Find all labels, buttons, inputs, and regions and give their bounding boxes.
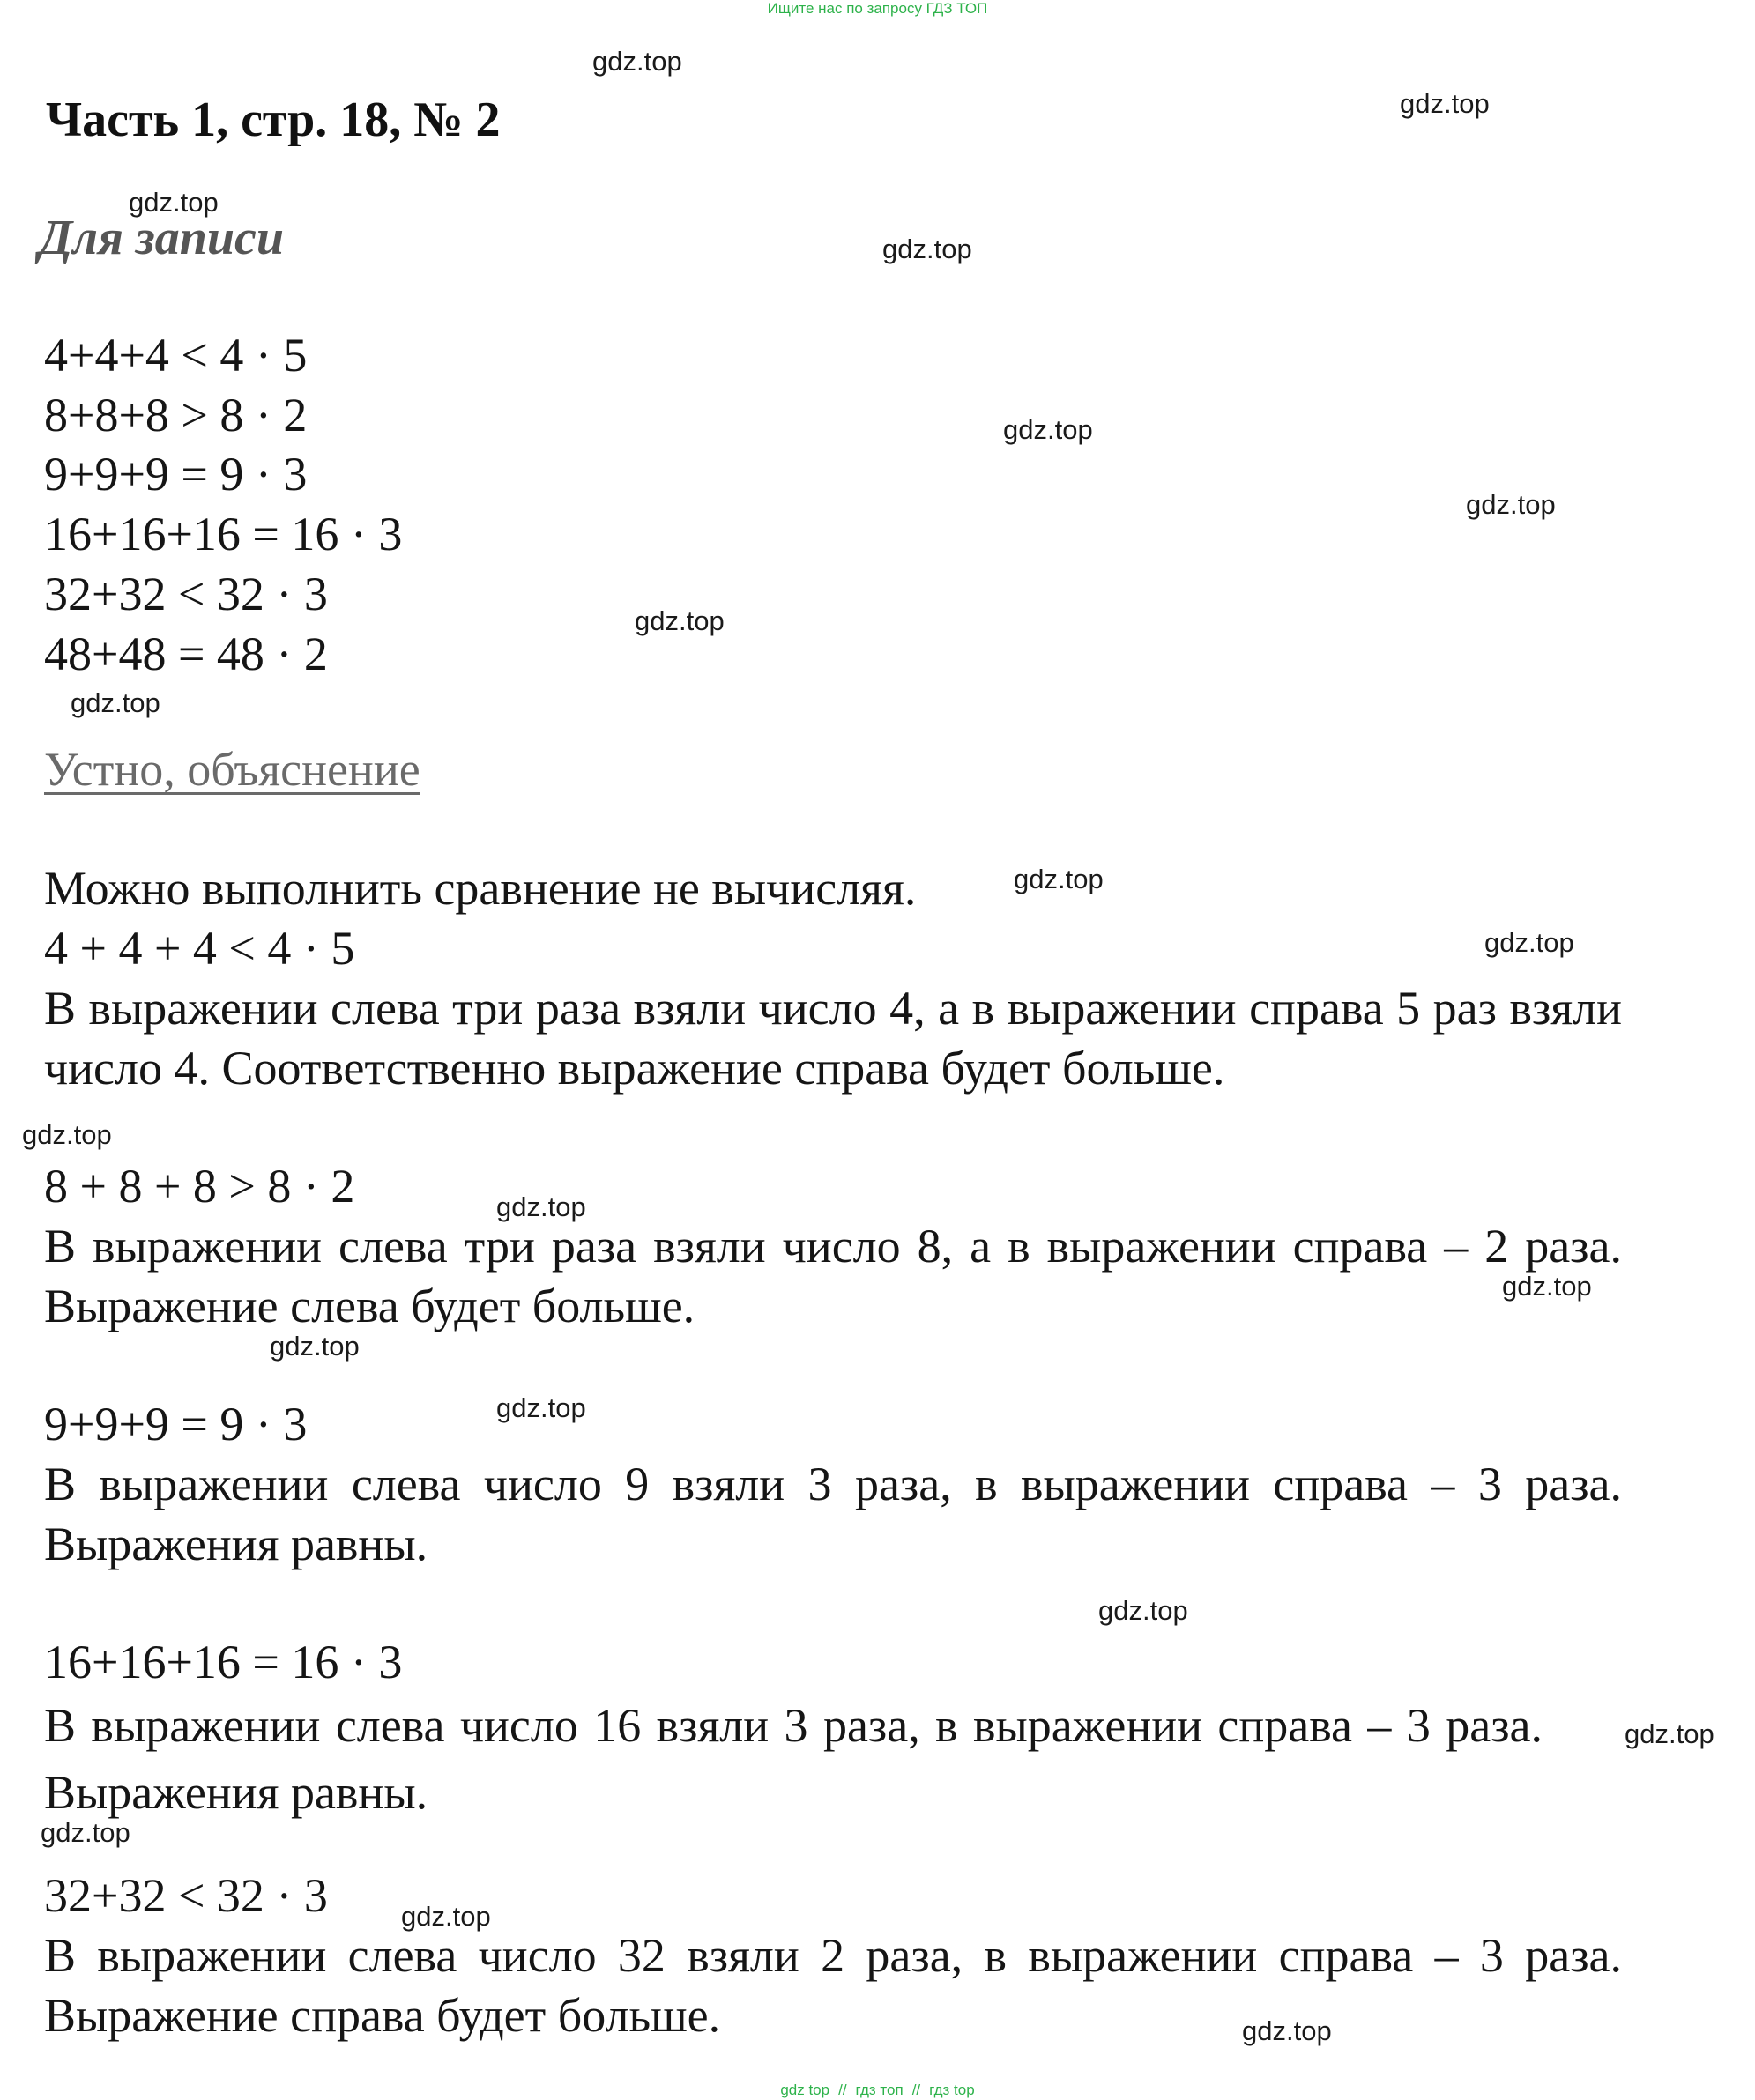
watermark: gdz.top [592,46,682,77]
record-line: 8+8+8 > 8 · 2 [44,389,308,442]
page-title: Часть 1, стр. 18, № 2 [46,93,501,147]
watermark: gdz.top [270,1331,360,1362]
explanation-expression: 32+32 < 32 · 3 [44,1869,328,1922]
watermark: gdz.top [71,687,160,718]
oral-heading: Устно, объяснение [44,743,420,796]
watermark: gdz.top [496,1392,586,1423]
explanation-text: В выражении слева число 9 взяли 3 раза, в выражении справа – 3 раза. Выражения равны. [44,1458,1622,1570]
watermark: gdz.top [1466,489,1556,520]
watermark: gdz.top [1484,927,1574,958]
watermark: gdz.top [496,1191,586,1222]
explanation-expression: 9+9+9 = 9 · 3 [44,1398,308,1451]
record-line: 16+16+16 = 16 · 3 [44,508,403,560]
bottom-banner-separator: // [838,2081,847,2098]
watermark: gdz.top [1400,88,1490,119]
explanation-text: В выражении слева число 16 взяли 3 раза, в выражении справа – 3 раза. Выражения равны. [44,1699,1543,1819]
watermark: gdz.top [1098,1595,1188,1626]
watermark: gdz.top [1014,864,1104,894]
watermark: gdz.top [129,187,219,218]
top-banner: Ищите нас по запросу ГДЗ ТОП [767,0,988,17]
explanation-expression: 8 + 8 + 8 > 8 · 2 [44,1160,355,1213]
bottom-banner-item[interactable]: гдз top [929,2081,975,2098]
bottom-banner-item[interactable]: гдз топ [855,2081,904,2098]
explanation-text: В выражении слева три раза взяли число 4, а в выражении справа 5 раз взяли число 4. Соответственно выражение справа будет больше. [44,982,1622,1095]
watermark: gdz.top [1242,2015,1332,2046]
watermark: gdz.top [1502,1271,1592,1302]
watermark: gdz.top [1003,414,1093,445]
intro-text: Можно выполнить сравнение не вычисляя. [44,862,917,915]
bottom-banner-separator: // [911,2081,921,2098]
watermark: gdz.top [41,1817,130,1848]
bottom-banner-item[interactable]: gdz top [780,2081,830,2098]
record-line: 32+32 < 32 · 3 [44,568,328,620]
explanation-expression: 16+16+16 = 16 · 3 [44,1636,403,1688]
explanation-text: В выражении слева три раза взяли число 8, а в выражении справа – 2 раза. Выражение слева будет больше. [44,1220,1622,1332]
record-line: 48+48 = 48 · 2 [44,627,328,680]
explanation-expression: 4 + 4 + 4 < 4 · 5 [44,922,355,975]
watermark: gdz.top [1625,1718,1714,1749]
explanation-text: В выражении слева число 32 взяли 2 раза, в выражении справа – 3 раза. Выражение справа будет больше. [44,1929,1622,2042]
record-heading: Для записи [39,211,284,265]
watermark: gdz.top [22,1119,112,1150]
watermark: gdz.top [635,605,725,636]
watermark: gdz.top [401,1901,491,1932]
record-line: 9+9+9 = 9 · 3 [44,448,308,501]
bottom-banner [0,2081,1755,2099]
record-line: 4+4+4 < 4 · 5 [44,329,308,382]
watermark: gdz.top [882,234,972,264]
